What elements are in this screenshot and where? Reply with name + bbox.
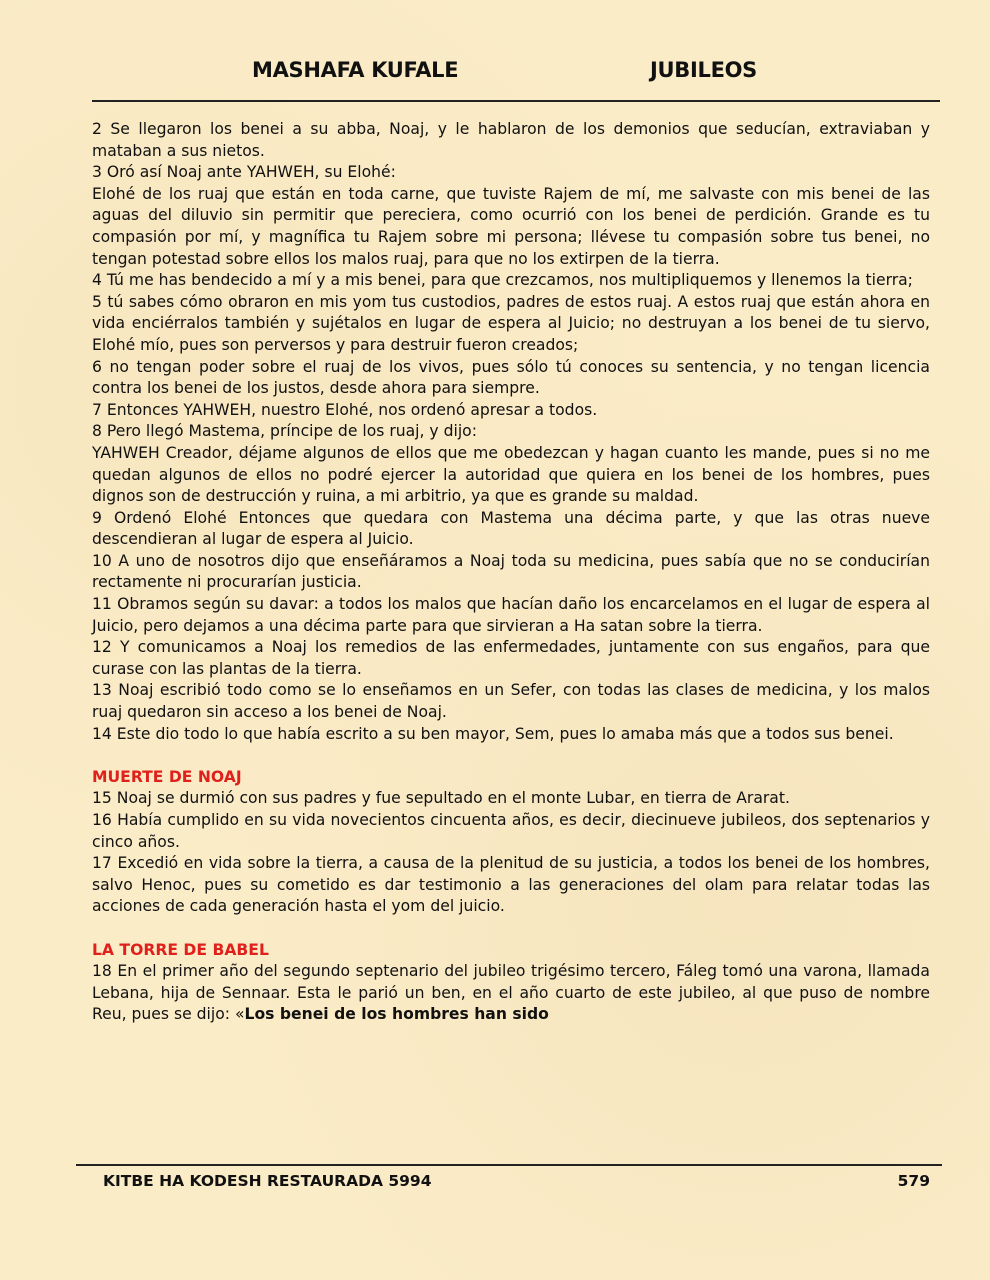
verse-paragraph bbox=[92, 961, 930, 1026]
header-rule bbox=[92, 100, 940, 102]
header-book-title: MASHAFA KUFALE bbox=[252, 58, 459, 82]
verse-paragraph: 2 Se llegaron los benei a su abba, Noaj, y le hablaron de los demonios que seducían, extraviaban y mataban a sus nietos. bbox=[92, 120, 930, 160]
verse-paragraph: Elohé de los ruaj que están en toda carne, que tuviste Rajem de mí, me salvaste con mis benei de las aguas del diluvio sin permitir que pereciera, como ocurrió con los benei de perdición. Grande es tu compasión por mí, y magnífica tu Rajem sobre mi persona; llévese tu compasión sobre tus benei, no tengan potestad sobre ellos los malos ruaj, para que no los extirpen de la tierra. bbox=[92, 184, 930, 268]
verse-paragraph: 15 Noaj se durmió con sus padres y fue sepultado en el monte Lubar, en tierra de Ararat. bbox=[92, 789, 790, 808]
section-spacer bbox=[92, 918, 930, 940]
verse-paragraph: 10 A uno de nosotros dijo que enseñáramos a Noaj toda su medicina, pues sabía que no se conducirían rectamente ni procurarían justicia. bbox=[92, 551, 930, 592]
footer-rule bbox=[76, 1164, 942, 1166]
verse-text: 18 En el primer año del segundo septenario del jubileo trigésimo tercero, Fáleg tomó una varona, llamada Lebana, hija de Sennaar. Esta le parió un ben, en el año cuarto de este jubileo, al que puso de nombre Reu, pues se dijo: « bbox=[92, 962, 930, 1024]
footer-publication: KITBE HA KODESH RESTAURADA 5994 bbox=[103, 1172, 432, 1190]
section-spacer bbox=[92, 745, 930, 767]
header-book-subtitle: JUBILEOS bbox=[650, 58, 757, 82]
verse-paragraph: 14 Este dio todo lo que había escrito a su ben mayor, Sem, pues lo amaba más que a todos sus benei. bbox=[92, 724, 894, 743]
verse-bold-text: Los benei de los hombres han sido bbox=[244, 1005, 549, 1024]
verse-paragraph: 5 tú sabes cómo obraron en mis yom tus custodios, padres de estos ruaj. A estos ruaj que están ahora en vida enciérralos también y sujétalos en lugar de espera al Juicio; no destruyan a los benei de tu siervo, Elohé mío, pues son perversos y para destruir fueron creados; bbox=[92, 292, 930, 354]
page-footer bbox=[103, 1172, 930, 1194]
verse-paragraph: 8 Pero llegó Mastema, príncipe de los ruaj, y dijo: bbox=[92, 422, 477, 441]
verse-paragraph: 17 Excedió en vida sobre la tierra, a causa de la plenitud de su justicia, a todos los benei de los hombres, salvo Henoc, pues su cometido es dar testimonio a las generaciones del olam para relatar todas las acciones de cada generación hasta el yom del juicio. bbox=[92, 854, 930, 916]
verse-paragraph: YAHWEH Creador, déjame algunos de ellos que me obedezcan y hagan cuanto les mande, pues si no me quedan algunos de ellos no podré ejercer la autoridad que quiera en los benei de los hombres, pues dignos son de destrucción y ruina, a mi arbitrio, ya que es grande su maldad. bbox=[92, 443, 930, 506]
section-heading-torre-de-babel: LA TORRE DE BABEL bbox=[92, 940, 269, 959]
verse-paragraph: 9 Ordenó Elohé Entonces que quedara con Mastema una décima parte, y que las otras nueve descendieran al lugar de espera al Juicio. bbox=[92, 508, 930, 549]
page-body bbox=[92, 119, 930, 1026]
verse-paragraph: 6 no tengan poder sobre el ruaj de los vivos, pues sólo tú conoces su sentencia, y no tengan licencia contra los benei de los justos, desde ahora para siempre. bbox=[92, 357, 930, 398]
verse-paragraph: 12 Y comunicamos a Noaj los remedios de las enfermedades, juntamente con sus engaños, para que curase con las plantas de la tierra. bbox=[92, 638, 930, 678]
verse-paragraph: 11 Obramos según su davar: a todos los malos que hacían daño los encarcelamos en el lugar de espera al Juicio, pero dejamos a una décima parte para que sirvieran a Ha satan sobre la tierra. bbox=[92, 595, 930, 635]
page-number: 579 bbox=[897, 1172, 930, 1190]
verse-paragraph: 7 Entonces YAHWEH, nuestro Elohé, nos ordenó apresar a todos. bbox=[92, 400, 598, 419]
verse-paragraph: 13 Noaj escribió todo como se lo enseñamos en un Sefer, con todas las clases de medicina, y los malos ruaj quedaron sin acceso a los benei de Noaj. bbox=[92, 681, 930, 722]
verse-paragraph: 4 Tú me has bendecido a mí y a mis benei, para que crezcamos, nos multipliquemos y llenemos la tierra; bbox=[92, 271, 913, 290]
verse-paragraph: 3 Oró así Noaj ante YAHWEH, su Elohé: bbox=[92, 163, 396, 182]
section-heading-muerte-de-noaj: MUERTE DE NOAJ bbox=[92, 767, 242, 786]
page-header bbox=[92, 58, 940, 88]
verse-paragraph: 16 Había cumplido en su vida novecientos cincuenta años, es decir, diecinueve jubileos, dos septenarios y cinco años. bbox=[92, 811, 930, 851]
